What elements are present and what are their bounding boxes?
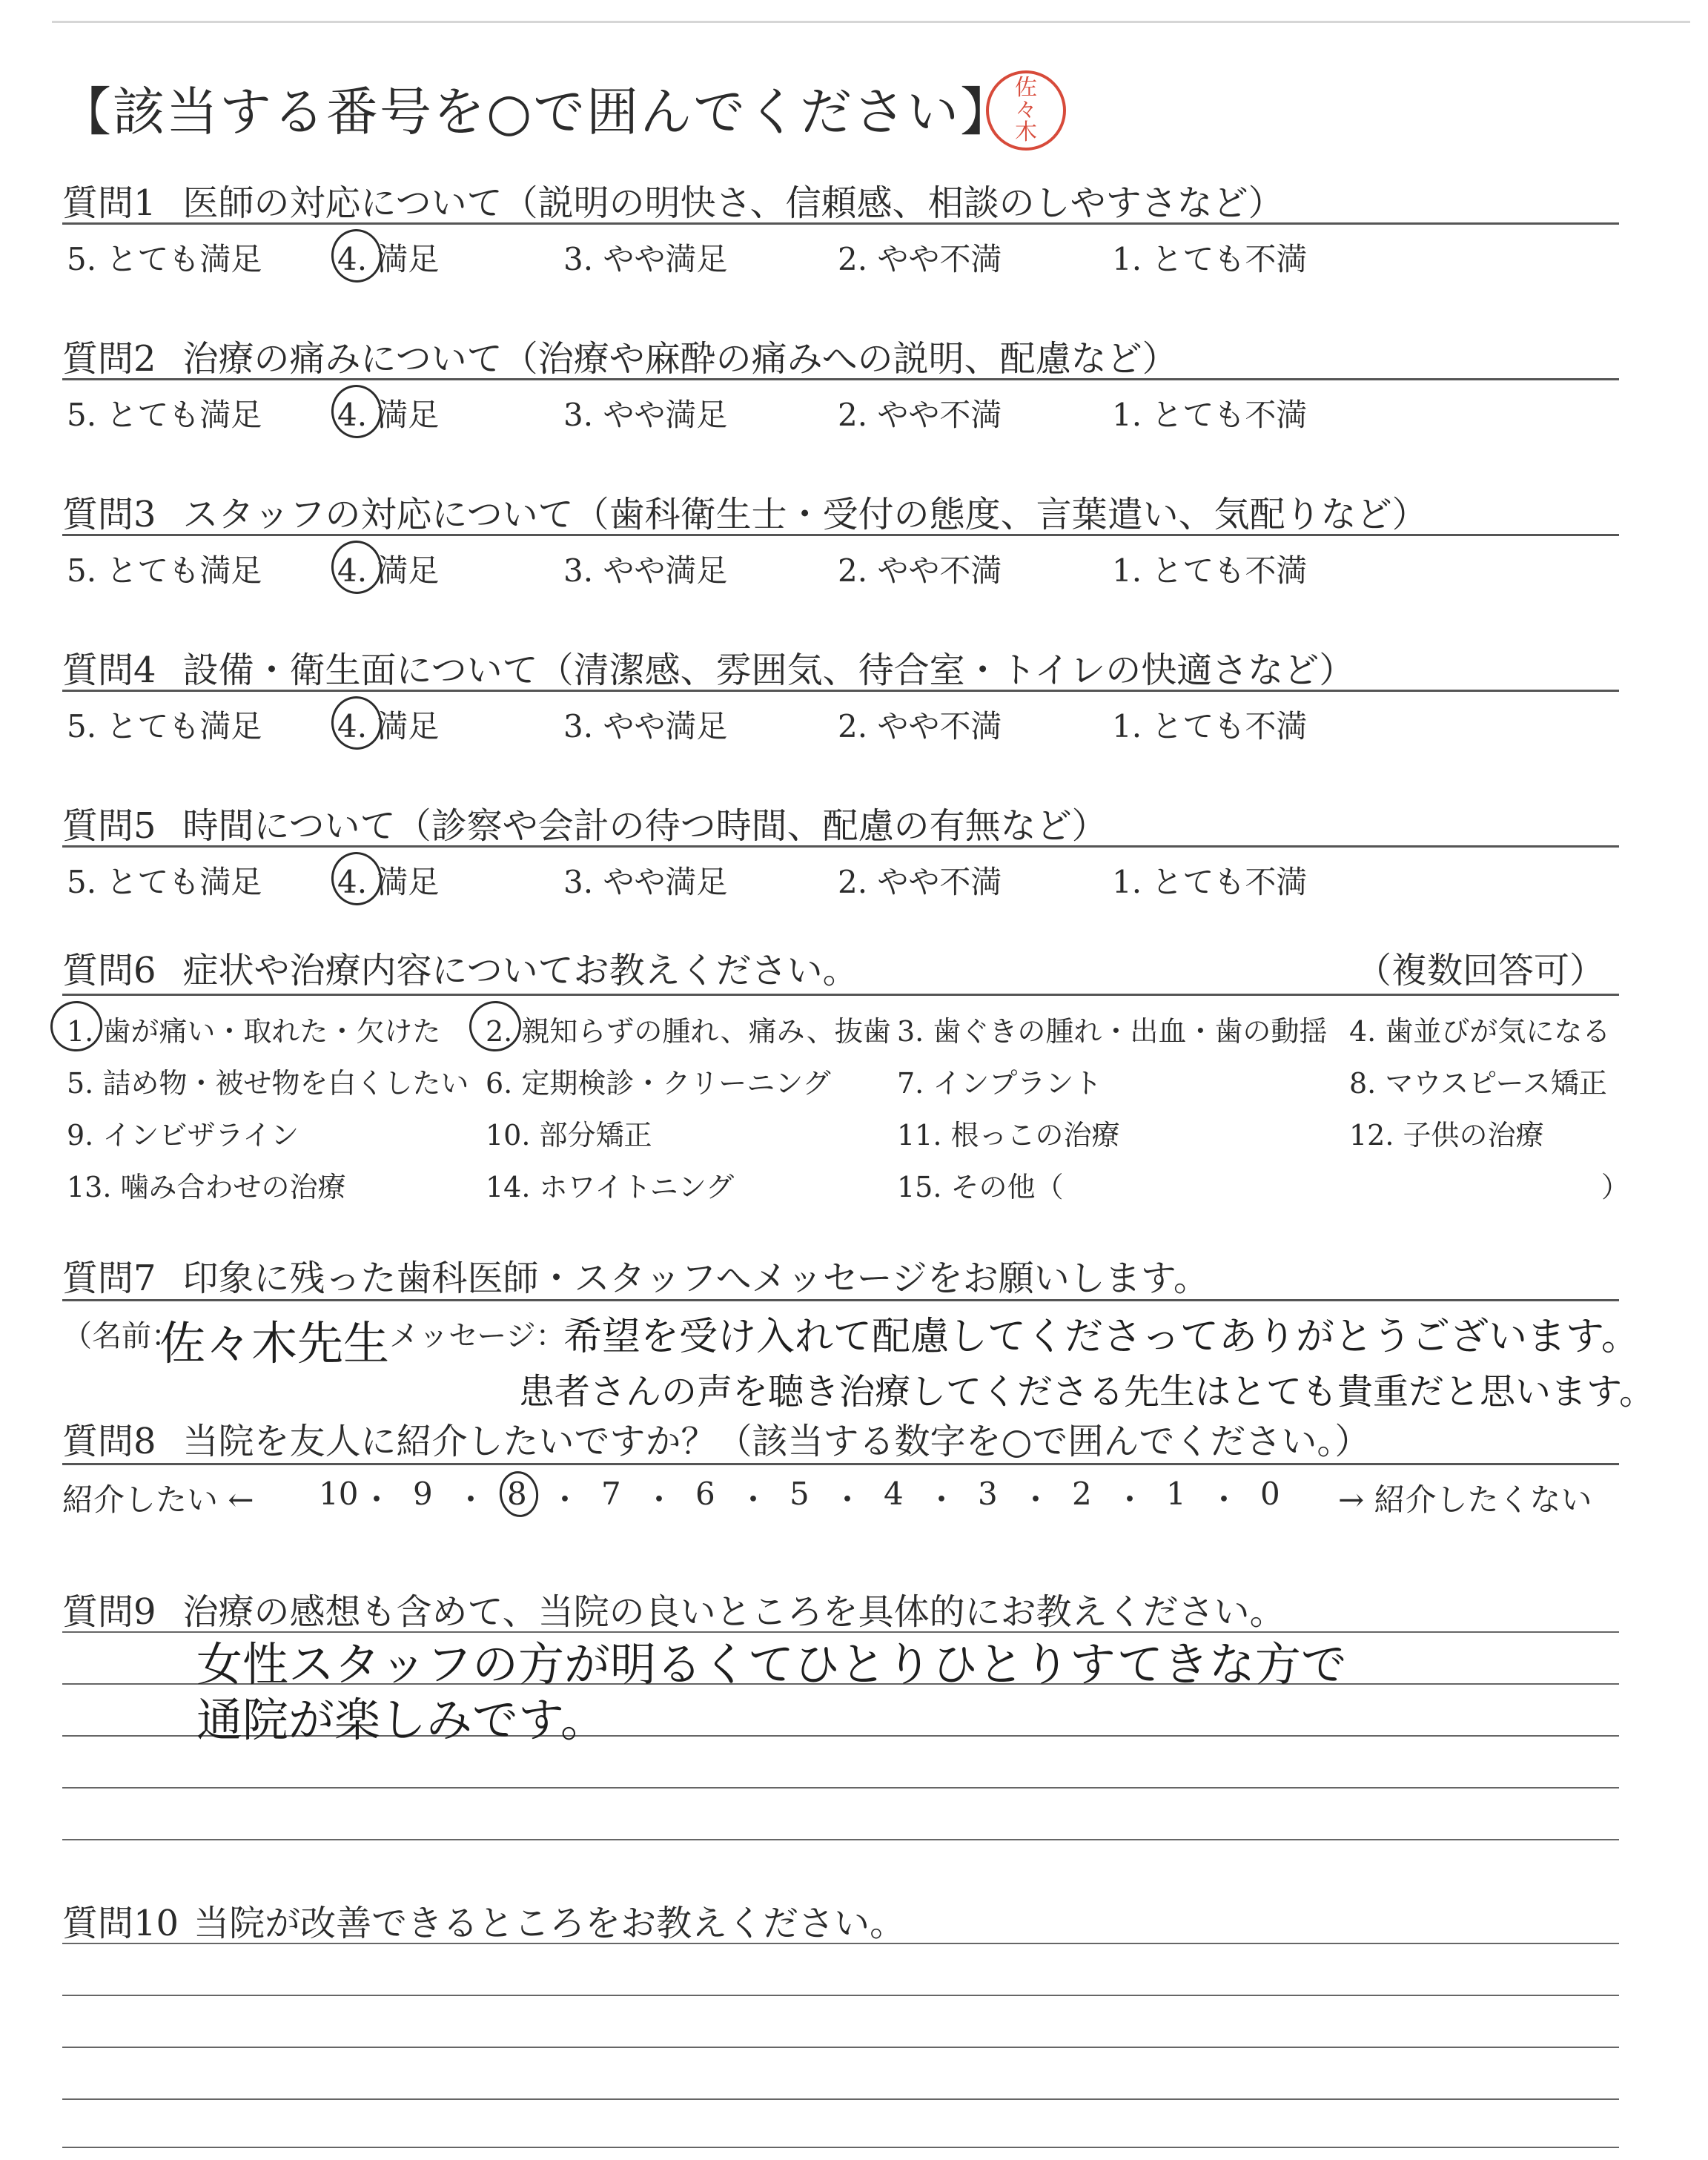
rating-option-2[interactable]: 2. やや不満 bbox=[838, 864, 1002, 900]
rating-option-5[interactable]: 5. とても満足 bbox=[67, 397, 262, 433]
rating-option-3[interactable]: 3. やや満足 bbox=[563, 552, 728, 589]
rating-option-5[interactable]: 5. とても満足 bbox=[67, 241, 262, 277]
scale-value-1[interactable]: 1 bbox=[1166, 1476, 1186, 1512]
question-number: 質問8 bbox=[62, 1421, 156, 1462]
scale-separator: ・ bbox=[361, 1482, 393, 1518]
answer-line bbox=[62, 2147, 1619, 2148]
question-text: 症状や治療内容についてお教えください。 bbox=[182, 950, 858, 991]
question-text: 治療の痛みについて（治療や麻酔の痛みへの説明、配慮など） bbox=[182, 338, 1178, 380]
question-number: 質問6 bbox=[62, 950, 156, 991]
question-9-title bbox=[62, 1583, 1285, 1634]
rating-option-1[interactable]: 1. とても不満 bbox=[1112, 864, 1308, 900]
symptom-option-6[interactable]: 6. 定期検診・クリーニング bbox=[486, 1067, 831, 1100]
rating-option-1[interactable]: 1. とても不満 bbox=[1112, 708, 1308, 744]
rating-option-5[interactable]: 5. とても満足 bbox=[67, 708, 262, 744]
question-7-rule bbox=[62, 1299, 1619, 1301]
question-text: スタッフの対応について（歯科衛生士・受付の態度、言葉遣い、気配りなど） bbox=[182, 494, 1428, 535]
question-number: 質問10 bbox=[62, 1903, 179, 1944]
rating-option-2[interactable]: 2. やや不満 bbox=[838, 552, 1002, 589]
message-label: メッセージ： bbox=[389, 1319, 566, 1353]
question-3-title bbox=[62, 486, 1428, 537]
symptom-option-3[interactable]: 3. 歯ぐきの腫れ・出血・歯の動揺 bbox=[897, 1015, 1328, 1048]
stamp-char: 佐 bbox=[1015, 75, 1037, 101]
scale-value-4[interactable]: 4 bbox=[884, 1476, 904, 1512]
question-text: 医師の対応について（説明の明快さ、信頼感、相談のしやすさなど） bbox=[182, 182, 1284, 224]
symptom-option-2[interactable]: 2. 親知らずの腫れ、痛み、抜歯 bbox=[486, 1015, 891, 1048]
scale-separator: ・ bbox=[738, 1482, 769, 1518]
answer-line bbox=[62, 1839, 1619, 1840]
symptom-option-7[interactable]: 7. インプラント bbox=[897, 1067, 1102, 1100]
scale-separator: ・ bbox=[1114, 1482, 1146, 1518]
selection-circle bbox=[497, 1469, 541, 1520]
question-4-title bbox=[62, 641, 1354, 693]
question-number: 質問5 bbox=[62, 805, 156, 847]
scale-value-8[interactable]: 8 bbox=[507, 1476, 527, 1512]
name-label: （名前： bbox=[62, 1319, 181, 1353]
seal-stamp bbox=[986, 70, 1066, 151]
rating-option-3[interactable]: 3. やや満足 bbox=[563, 241, 728, 277]
rating-option-4[interactable]: 4. 満足 bbox=[337, 241, 440, 277]
symptom-option-13[interactable]: 13. 噛み合わせの治療 bbox=[67, 1171, 346, 1203]
symptom-option-12[interactable]: 12. 子供の治療 bbox=[1349, 1119, 1544, 1152]
question-8-rule bbox=[62, 1463, 1619, 1465]
scale-separator: ・ bbox=[549, 1482, 581, 1518]
scale-value-6[interactable]: 6 bbox=[695, 1476, 715, 1512]
scale-value-0[interactable]: 0 bbox=[1260, 1476, 1280, 1512]
symptom-option-10[interactable]: 10. 部分矯正 bbox=[486, 1119, 652, 1152]
rating-option-1[interactable]: 1. とても不満 bbox=[1112, 241, 1308, 277]
scale-separator: ・ bbox=[926, 1482, 958, 1518]
question-rule bbox=[62, 222, 1619, 225]
question-rule bbox=[62, 845, 1619, 848]
rating-option-3[interactable]: 3. やや満足 bbox=[563, 864, 728, 900]
page-title: 【該当する番号を○で囲んでください】 bbox=[59, 82, 1014, 142]
question-number: 質問9 bbox=[62, 1591, 156, 1633]
question-text: 当院を友人に紹介したいですか？（該当する数字を○で囲んでください。） bbox=[182, 1421, 1371, 1462]
question-rule bbox=[62, 690, 1619, 692]
question-7-title bbox=[62, 1249, 1209, 1301]
answer-line-1[interactable]: 女性スタッフの方が明るくてひとりひとりすてきな方で bbox=[196, 1637, 1347, 1691]
symptom-option-11[interactable]: 11. 根っこの治療 bbox=[897, 1119, 1120, 1152]
question-2-title bbox=[62, 330, 1178, 381]
question-6-rule bbox=[62, 994, 1619, 996]
scale-value-2[interactable]: 2 bbox=[1072, 1476, 1092, 1512]
question-8-title bbox=[62, 1413, 1370, 1464]
symptom-option-8[interactable]: 8. マウスピース矯正 bbox=[1349, 1067, 1607, 1100]
symptom-option-1[interactable]: 1. 歯が痛い・取れた・欠けた bbox=[67, 1015, 441, 1048]
scale-value-3[interactable]: 3 bbox=[978, 1476, 998, 1512]
rating-option-2[interactable]: 2. やや不満 bbox=[838, 708, 1002, 744]
answer-line bbox=[62, 1995, 1619, 1996]
question-text: 印象に残った歯科医師・スタッフへメッセージをお願いします。 bbox=[182, 1258, 1209, 1299]
stamp-char: 木 bbox=[1015, 119, 1037, 145]
rating-option-1[interactable]: 1. とても不満 bbox=[1112, 397, 1308, 433]
symptom-option-5[interactable]: 5. 詰め物・被せ物を白くしたい bbox=[67, 1067, 469, 1100]
rating-option-4[interactable]: 4. 満足 bbox=[337, 708, 440, 744]
symptom-option-9[interactable]: 9. インビザライン bbox=[67, 1119, 299, 1152]
rating-option-5[interactable]: 5. とても満足 bbox=[67, 864, 262, 900]
question-number: 質問3 bbox=[62, 494, 156, 535]
scale-separator: ・ bbox=[455, 1482, 487, 1518]
answer-line bbox=[62, 1787, 1619, 1789]
message-line-2[interactable]: 患者さんの声を聴き治療してくださる先生はとても貴重だと思います。 bbox=[519, 1371, 1655, 1413]
question-5-title bbox=[62, 797, 1108, 848]
answer-line-2[interactable]: 通院が楽しみです。 bbox=[196, 1693, 607, 1747]
recommend-left-label: 紹介したい ← bbox=[62, 1482, 254, 1518]
name-value[interactable]: 佐々木先生 bbox=[159, 1316, 390, 1370]
scale-value-9[interactable]: 9 bbox=[413, 1476, 433, 1512]
scale-separator: ・ bbox=[1020, 1482, 1052, 1518]
question-rule bbox=[62, 534, 1619, 536]
top-border bbox=[52, 21, 1690, 23]
rating-option-5[interactable]: 5. とても満足 bbox=[67, 552, 262, 589]
scale-separator: ・ bbox=[1208, 1482, 1240, 1518]
recommend-right-label: → 紹介したくない bbox=[1338, 1482, 1592, 1518]
rating-option-2[interactable]: 2. やや不満 bbox=[838, 241, 1002, 277]
answer-line bbox=[62, 2098, 1619, 2100]
symptom-option-4[interactable]: 4. 歯並びが気になる bbox=[1349, 1015, 1611, 1048]
stamp-char: 々 bbox=[1015, 97, 1037, 123]
rating-option-3[interactable]: 3. やや満足 bbox=[563, 397, 728, 433]
message-line-1[interactable]: 希望を受け入れて配慮してくださってありがとうございます。 bbox=[563, 1315, 1640, 1359]
answer-line bbox=[62, 1943, 1619, 1944]
question-text: 設備・衛生面について（清潔感、雰囲気、待合室・トイレの快適さなど） bbox=[182, 650, 1355, 691]
rating-option-3[interactable]: 3. やや満足 bbox=[563, 708, 728, 744]
question-text: 当院が改善できるところをお教えください。 bbox=[193, 1903, 906, 1944]
question-number: 質問1 bbox=[62, 182, 156, 224]
scale-value-10[interactable]: 10 bbox=[319, 1476, 359, 1512]
symptom-option-14[interactable]: 14. ホワイトニング bbox=[486, 1171, 735, 1203]
multiple-answer-note: （複数回答可） bbox=[1356, 950, 1606, 991]
scale-value-5[interactable]: 5 bbox=[790, 1476, 810, 1512]
rating-option-2[interactable]: 2. やや不満 bbox=[838, 397, 1002, 433]
question-text: 時間について（診察や会計の待つ時間、配慮の有無など） bbox=[182, 805, 1108, 847]
question-number: 質問4 bbox=[62, 650, 156, 691]
rating-option-4[interactable]: 4. 満足 bbox=[337, 397, 440, 433]
scale-value-7[interactable]: 7 bbox=[601, 1476, 621, 1512]
question-number: 質問2 bbox=[62, 338, 156, 380]
other-close-paren: ） bbox=[1601, 1171, 1630, 1203]
rating-option-4[interactable]: 4. 満足 bbox=[337, 552, 440, 589]
question-number: 質問7 bbox=[62, 1258, 156, 1299]
question-rule bbox=[62, 378, 1619, 380]
answer-line bbox=[62, 2047, 1619, 2048]
question-6-title bbox=[62, 942, 1606, 993]
scale-separator: ・ bbox=[643, 1482, 675, 1518]
scale-separator: ・ bbox=[832, 1482, 864, 1518]
question-text: 治療の感想も含めて、当院の良いところを具体的にお教えください。 bbox=[182, 1591, 1285, 1633]
rating-option-1[interactable]: 1. とても不満 bbox=[1112, 552, 1308, 589]
question-1-title bbox=[62, 174, 1284, 225]
symptom-option-15[interactable]: 15. その他（ bbox=[897, 1171, 1064, 1203]
question-10-title bbox=[62, 1895, 905, 1946]
rating-option-4[interactable]: 4. 満足 bbox=[337, 864, 440, 900]
